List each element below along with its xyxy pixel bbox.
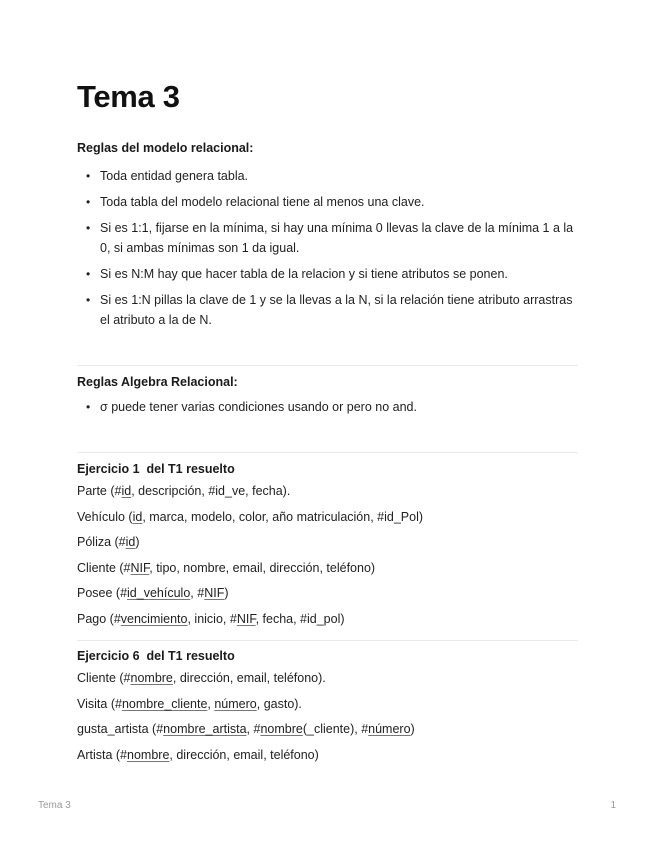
list-item: • σ puede tener varias condiciones usando or pero no and. [77,397,578,417]
list-item: • Si es N:M hay que hacer tabla de la relacion y si tiene atributos se ponen. [77,264,578,284]
section-ejercicio-1 [77,462,578,629]
section-heading: Ejercicio 6 del T1 resuelto [77,649,235,663]
relation-line: Artista (#nombre, dirección, email, teléfono) [77,747,319,762]
relation-line: Posee (#id_vehículo, #NIF) [77,586,229,601]
list-item: • Si es 1:1, fijarse en la mínima, si hay una mínima 0 llevas la clave de la mínima 1 a la 0, si ambas mínimas son 1 da igual. [77,218,578,258]
divider [77,640,578,641]
section-modelo-relacional [77,141,578,330]
page-title: Tema 3 [77,79,180,114]
section-heading: Ejercicio 1 del T1 resuelto [77,462,235,476]
section-heading: Reglas Algebra Relacional: [77,375,238,389]
section-heading: Reglas del modelo relacional: [77,141,254,155]
relation-line: Vehículo (id, marca, modelo, color, año matriculación, #id_Pol) [77,509,424,524]
rules-list [77,166,578,330]
relation-line: gusta_artista (#nombre_artista, #nombre(_cliente), #número) [77,722,415,737]
relation-line: Póliza (#id) [77,535,140,550]
divider [77,365,578,366]
footer-title: Tema 3 [38,800,71,811]
list-item: • Toda tabla del modelo relacional tiene al menos una clave. [77,192,578,212]
list-item: • Toda entidad genera tabla. [77,166,578,186]
relation-line: Pago (#vencimiento, inicio, #NIF, fecha, #id_pol) [77,611,345,626]
rules-list [77,397,578,417]
relation-line: Parte (#id, descripción, #id_ve, fecha). [77,484,291,498]
page-number: 1 [610,800,616,811]
relation-line: Cliente (#NIF, tipo, nombre, email, dirección, teléfono) [77,560,376,575]
relation-line: Visita (#nombre_cliente, número, gasto). [77,696,302,711]
relation-line: Cliente (#nombre, dirección, email, teléfono). [77,671,326,685]
section-algebra-relacional [77,375,578,417]
divider [77,452,578,453]
list-item: • Si es 1:N pillas la clave de 1 y se la llevas a la N, si la relación tiene atributo arrastras el atributo a la de N. [77,290,578,330]
section-ejercicio-6 [77,649,578,765]
